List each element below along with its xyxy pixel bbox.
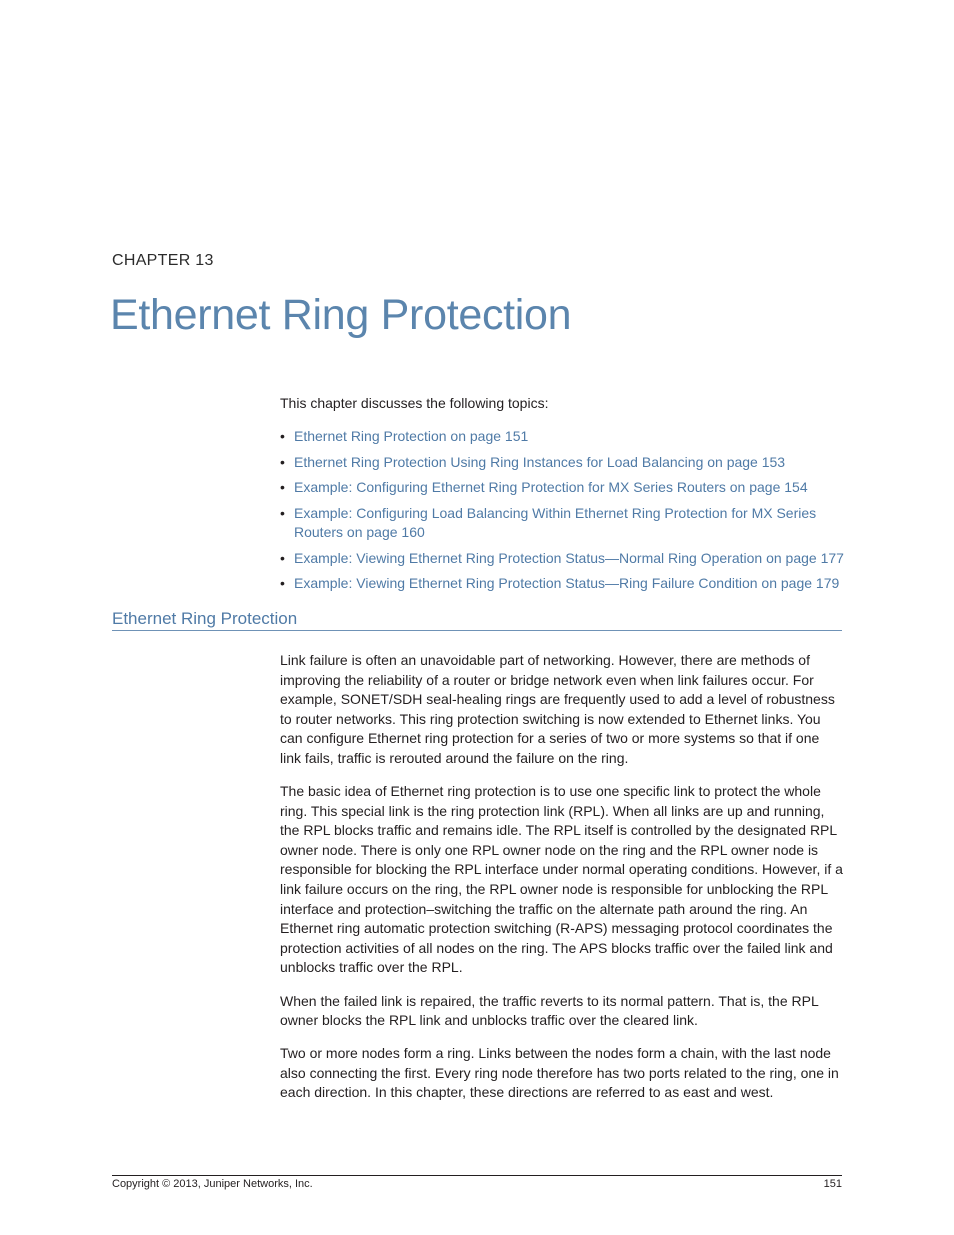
intro-text: This chapter discusses the following topics: <box>280 395 549 411</box>
list-item <box>280 478 850 498</box>
body-paragraph: When the failed link is repaired, the traffic reverts to its normal pattern. That is, the RPL owner blocks the RPL link and unblocks traffic over the cleared link. <box>280 992 819 1029</box>
list-item <box>280 504 850 543</box>
list-item <box>280 549 850 569</box>
topic-link[interactable]: Example: Configuring Load Balancing Within Ethernet Ring Protection for MX Series Routers on page 160 <box>294 504 817 540</box>
topic-list <box>280 427 850 600</box>
body-paragraph: Two or more nodes form a ring. Links between the nodes form a chain, with the last node also connecting the first. Every ring node therefore has two ports related to the ring, one in each direction. In this chapter, these directions are referred to as east and west. <box>280 1045 839 1101</box>
body-paragraph: Link failure is often an unavoidable part of networking. However, there are methods of improving the reliability of a router or bridge network even when link failures occur. For example, SONET/SDH seal-healing rings are frequently used to add a level of robustness to router networks. This ring protection switching is now extended to Ethernet links. You can configure Ethernet ring protection for a series of two or more systems so that if one link fails, traffic is rerouted around the failure on the ring. <box>280 652 835 766</box>
bullet-icon: • <box>280 504 285 521</box>
section-heading: Ethernet Ring Protection <box>112 609 842 631</box>
bullet-icon: • <box>280 549 285 566</box>
bullet-icon: • <box>280 428 285 444</box>
topic-link[interactable]: Example: Viewing Ethernet Ring Protection Status—Normal Ring Operation on page 177 <box>294 549 844 566</box>
list-item <box>280 453 850 473</box>
bullet-icon: • <box>280 575 285 591</box>
bullet-icon: • <box>280 453 285 470</box>
footer-copyright: Copyright © 2013, Juniper Networks, Inc. <box>112 1178 313 1190</box>
body-paragraph: The basic idea of Ethernet ring protection is to use one specific link to protect the whole ring. This special link is the ring protection link (RPL). When all links are up and running, the RPL blocks traffic and remains idle. The RPL itself is controlled by the designated RPL owner node. There is only one RPL owner node on the ring and the RPL owner node is responsible for blocking the RPL interface under normal operating conditions. However, if a link failure occurs on the ring, the RPL owner node is responsible for unblocking the RPL interface and protection–switching the traffic on the alternate path around the ring. An Ethernet ring automatic protection switching (R-APS) messaging protocol coordinates the protection activities of all nodes on the ring. The APS blocks traffic over the failed link and unblocks traffic over the RPL. <box>280 783 843 976</box>
chapter-title: Ethernet Ring Protection <box>110 291 572 339</box>
topic-link[interactable]: Ethernet Ring Protection Using Ring Instances for Load Balancing on page 153 <box>294 453 786 470</box>
list-item <box>280 574 850 594</box>
section-body <box>280 651 844 1116</box>
chapter-label: CHAPTER 13 <box>112 252 214 269</box>
page-number: 151 <box>823 1178 842 1190</box>
bullet-icon: • <box>280 479 285 495</box>
topic-link[interactable]: Example: Viewing Ethernet Ring Protection Status—Ring Failure Condition on page 179 <box>294 575 840 591</box>
footer-rule <box>112 1175 842 1176</box>
list-item <box>280 427 850 447</box>
topic-link[interactable]: Example: Configuring Ethernet Ring Protection for MX Series Routers on page 154 <box>294 479 808 495</box>
topic-link[interactable]: Ethernet Ring Protection on page 151 <box>294 428 529 444</box>
